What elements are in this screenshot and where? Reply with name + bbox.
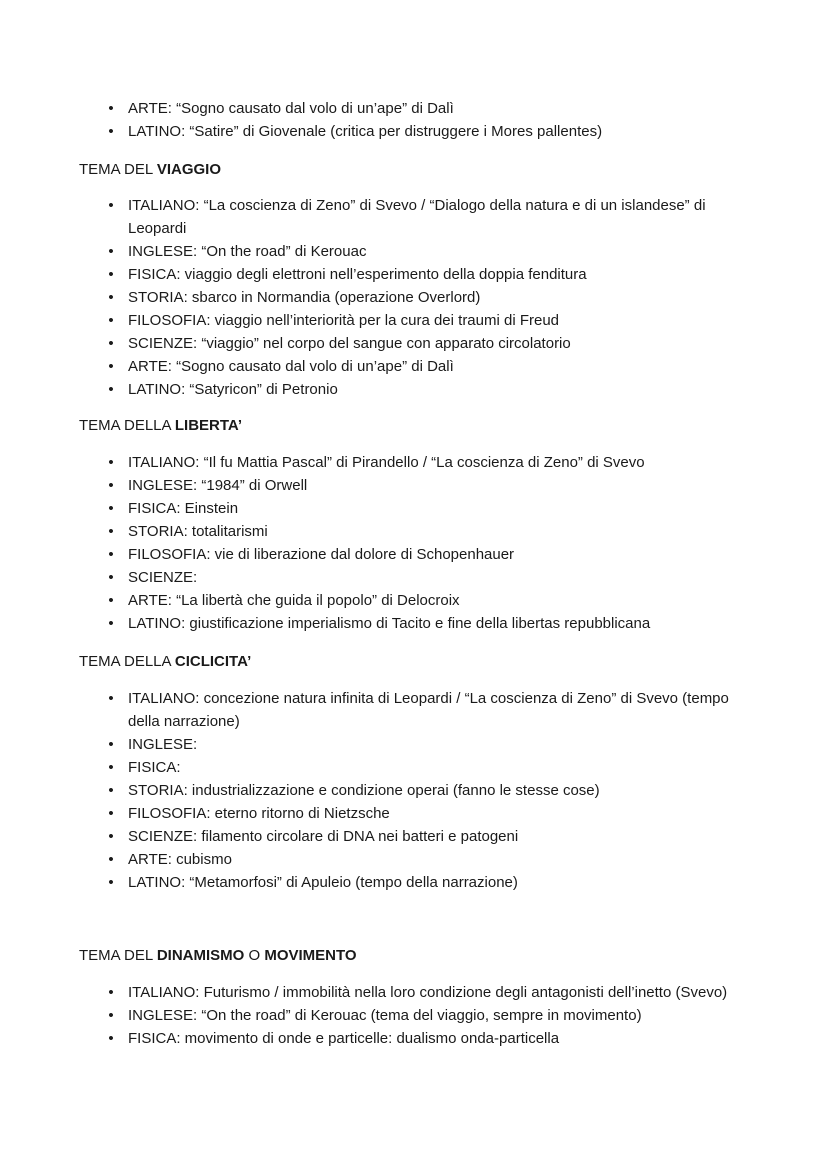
- bullet-icon: •: [108, 690, 114, 707]
- section-list-liberta: [0, 451, 828, 635]
- list-item: • INGLESE: “1984” di Orwell: [0, 474, 828, 497]
- list-item: • LATINO: “Satire” di Giovenale (critica per distruggere i Mores pallentes): [0, 120, 828, 143]
- bullet-icon: •: [108, 335, 114, 352]
- bullet-icon: •: [108, 1030, 114, 1047]
- list-item: • FILOSOFIA: eterno ritorno di Nietzsche: [0, 802, 828, 825]
- section-heading-dinamismo: TEMA DEL DINAMISMO O MOVIMENTO: [79, 947, 357, 964]
- bullet-icon: •: [108, 381, 114, 398]
- list-item: • FILOSOFIA: viaggio nell’interiorità per la cura dei traumi di Freud: [0, 309, 828, 332]
- list-item: • SCIENZE:: [0, 566, 828, 589]
- list-item: • LATINO: “Metamorfosi” di Apuleio (tempo della narrazione): [0, 871, 828, 894]
- bullet-icon: •: [108, 984, 114, 1001]
- list-item: • ARTE: “Sogno causato dal volo di un’ape” di Dalì: [0, 97, 828, 120]
- list-item: • STORIA: industrializzazione e condizione operai (fanno le stesse cose): [0, 779, 828, 802]
- section-heading-ciclicita: TEMA DELLA CICLICITA’: [79, 653, 252, 670]
- list-item: • ITALIANO: “La coscienza di Zeno” di Svevo / “Dialogo della natura e di un islandese” di Leopardi: [0, 194, 828, 240]
- bullet-icon: •: [108, 736, 114, 753]
- bullet-icon: •: [108, 615, 114, 632]
- bullet-icon: •: [108, 828, 114, 845]
- section-list-ciclicita: [0, 687, 828, 894]
- list-item: • STORIA: sbarco in Normandia (operazione Overlord): [0, 286, 828, 309]
- list-item: • INGLESE: “On the road” di Kerouac (tema del viaggio, sempre in movimento): [0, 1004, 828, 1027]
- bullet-icon: •: [108, 358, 114, 375]
- list-item: • ARTE: “Sogno causato dal volo di un’ape” di Dalì: [0, 355, 828, 378]
- section-heading-liberta: TEMA DELLA LIBERTA’: [79, 417, 243, 434]
- bullet-icon: •: [108, 569, 114, 586]
- bullet-icon: •: [108, 197, 114, 214]
- list-item: • STORIA: totalitarismi: [0, 520, 828, 543]
- bullet-icon: •: [108, 243, 114, 260]
- list-item: • FISICA: Einstein: [0, 497, 828, 520]
- list-item: • ITALIANO: concezione natura infinita di Leopardi / “La coscienza di Zeno” di Svevo (tempo della narrazione): [0, 687, 828, 733]
- list-item: • FISICA: viaggio degli elettroni nell’esperimento della doppia fenditura: [0, 263, 828, 286]
- list-item: • FISICA: movimento di onde e particelle: dualismo onda-particella: [0, 1027, 828, 1050]
- list-item: • ARTE: “La libertà che guida il popolo” di Delocroix: [0, 589, 828, 612]
- list-item: • INGLESE: “On the road” di Kerouac: [0, 240, 828, 263]
- list-item: • ITALIANO: “Il fu Mattia Pascal” di Pirandello / “La coscienza di Zeno” di Svevo: [0, 451, 828, 474]
- bullet-icon: •: [108, 592, 114, 609]
- section-list-dinamismo: [0, 981, 828, 1050]
- bullet-icon: •: [108, 266, 114, 283]
- list-item: • FISICA:: [0, 756, 828, 779]
- bullet-icon: •: [108, 500, 114, 517]
- section-list-viaggio: [0, 194, 828, 401]
- bullet-icon: •: [108, 851, 114, 868]
- list-item: • LATINO: giustificazione imperialismo di Tacito e fine della libertas repubblicana: [0, 612, 828, 635]
- list-item: • FILOSOFIA: vie di liberazione dal dolore di Schopenhauer: [0, 543, 828, 566]
- section-heading-viaggio: TEMA DEL VIAGGIO: [79, 161, 221, 178]
- bullet-icon: •: [108, 100, 114, 117]
- bullet-icon: •: [108, 874, 114, 891]
- list-item: • INGLESE:: [0, 733, 828, 756]
- bullet-icon: •: [108, 123, 114, 140]
- bullet-icon: •: [108, 782, 114, 799]
- bullet-icon: •: [108, 805, 114, 822]
- bullet-icon: •: [108, 477, 114, 494]
- list-item: • ITALIANO: Futurismo / immobilità nella loro condizione degli antagonisti dell’inetto (Svevo): [0, 981, 828, 1004]
- bullet-icon: •: [108, 1007, 114, 1024]
- list-item: • SCIENZE: “viaggio” nel corpo del sangue con apparato circolatorio: [0, 332, 828, 355]
- bullet-icon: •: [108, 289, 114, 306]
- bullet-icon: •: [108, 546, 114, 563]
- bullet-icon: •: [108, 523, 114, 540]
- list-item: • LATINO: “Satyricon” di Petronio: [0, 378, 828, 401]
- bullet-icon: •: [108, 759, 114, 776]
- intro-list: [0, 97, 828, 143]
- list-item: • ARTE: cubismo: [0, 848, 828, 871]
- bullet-icon: •: [108, 454, 114, 471]
- bullet-icon: •: [108, 312, 114, 329]
- list-item: • SCIENZE: filamento circolare di DNA nei batteri e patogeni: [0, 825, 828, 848]
